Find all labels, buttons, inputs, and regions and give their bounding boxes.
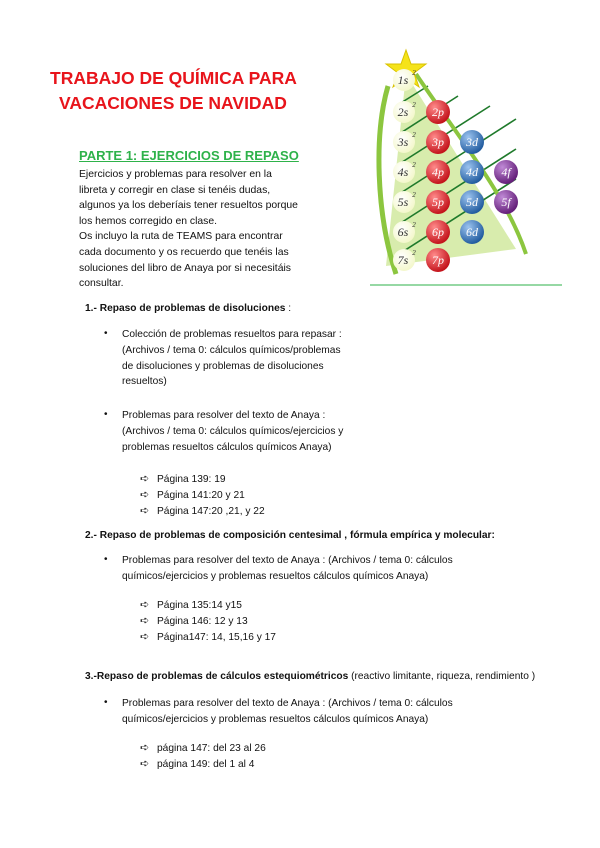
section-1-pages (140, 472, 265, 519)
orbital-4d (460, 160, 484, 184)
orbital-5p (426, 190, 450, 214)
orbital-7p (426, 248, 450, 272)
svg-text:5s: 5s (397, 195, 409, 209)
svg-text:2s: 2s (397, 105, 409, 119)
orbital-6p (426, 220, 450, 244)
svg-text:2: 2 (412, 249, 416, 257)
orbital-6d (460, 220, 484, 244)
bullet-icon: • (104, 697, 108, 708)
arrow-icon: ➪ (140, 630, 150, 643)
orbital-4f (494, 160, 518, 184)
page-ref-item: ➪ Página 141:20 y 21 (140, 488, 265, 504)
page-ref-item: ➪ Página 139: 19 (140, 472, 265, 488)
orbital-3d (460, 130, 484, 154)
svg-text:3s: 3s (397, 135, 409, 149)
bullet-icon: • (104, 409, 108, 420)
page-ref-item: ➪ página 149: del 1 al 4 (140, 757, 266, 773)
bullet-3-1: Problemas para resolver del texto de Anaya : (Archivos / tema 0: cálculos químicos/ejercicios y problemas resueltos cálculos químicos Anaya) (122, 698, 453, 725)
page-ref-item: ➪ Página147: 14, 15,16 y 17 (140, 630, 276, 646)
page-ref-item: ➪ Página 135:14 y15 (140, 598, 276, 614)
orbital-5f (494, 190, 518, 214)
bullet-icon: • (104, 328, 108, 339)
section-1-heading: 1.- Repaso de problemas de disoluciones : (85, 303, 292, 314)
bullet-1-2: Problemas para resolver del texto de Anaya : (Archivos / tema 0: cálculos químicos/ejercicios y problemas resueltos cálculos químicos Anaya) (122, 410, 344, 453)
svg-text:7p: 7p (432, 253, 444, 267)
arrow-icon: ➪ (140, 757, 150, 770)
svg-text:2: 2 (412, 161, 416, 169)
svg-text:3p: 3p (432, 135, 444, 149)
intro-line: cada documento y os recuerdo que tenéis las (79, 246, 289, 258)
svg-text:5f: 5f (501, 195, 511, 209)
svg-text:2p: 2p (432, 105, 444, 119)
svg-text:2: 2 (412, 101, 416, 109)
section-2-pages (140, 598, 276, 645)
svg-text:5p: 5p (432, 195, 444, 209)
arrow-icon: ➪ (140, 473, 150, 485)
orbital-2p (426, 100, 450, 124)
page-ref-item: ➪ Página 147:20 ,21, y 22 (140, 504, 265, 520)
page-ref-item: ➪ página 147: del 23 al 26 (140, 741, 266, 757)
svg-text:5d: 5d (466, 195, 478, 209)
intro-line: Os incluyo la ruta de TEAMS para encontrar (79, 231, 283, 243)
intro-line: libreta y corregir en clase si tenéis dudas, (79, 184, 271, 196)
orbital-3p (426, 130, 450, 154)
svg-text:2: 2 (412, 69, 416, 77)
intro-paragraph (79, 167, 337, 292)
bullet-icon: • (104, 554, 108, 565)
svg-text:6d: 6d (466, 225, 478, 239)
page-ref-item: ➪ Página 146: 12 y 13 (140, 614, 276, 630)
intro-line: los hemos corregido en clase. (79, 215, 218, 227)
title-line-1: TRABAJO DE QUÍMICA PARA (50, 68, 297, 88)
document-title (50, 66, 297, 116)
svg-text:6s: 6s (397, 225, 409, 239)
orbital-7s (393, 249, 416, 271)
svg-text:3d: 3d (466, 135, 478, 149)
svg-text:2: 2 (412, 221, 416, 229)
bullet-2-1: Problemas para resolver del texto de Anaya : (Archivos / tema 0: cálculos químicos/ejercicios y problemas resueltos cálculos químicos Anaya) (122, 555, 453, 582)
orbital-4p (426, 160, 450, 184)
svg-text:4d: 4d (466, 165, 478, 179)
svg-text:2: 2 (412, 131, 416, 139)
arrow-icon: ➪ (140, 742, 150, 754)
svg-text:4s: 4s (397, 165, 409, 179)
arrow-icon: ➪ (140, 504, 150, 517)
arrow-icon: ➪ (140, 614, 150, 627)
orbital-5d (460, 190, 484, 214)
title-line-2: VACACIONES DE NAVIDAD (59, 93, 287, 113)
intro-line: algunos ya los deberíais tener resueltos porque (79, 200, 298, 212)
svg-text:4f: 4f (501, 165, 511, 179)
arrow-icon: ➪ (140, 599, 150, 611)
section-2-heading: 2.- Repaso de problemas de composición centesimal , fórmula empírica y molecular: (85, 530, 495, 541)
arrow-icon: ➪ (140, 488, 150, 501)
intro-line: soluciones del libro de Anaya por si necesitáis (79, 262, 291, 274)
intro-line: Ejercicios y problemas para resolver en la (79, 169, 272, 180)
svg-text:6p: 6p (432, 225, 444, 239)
orbital-tree-illustration (366, 44, 564, 288)
intro-line: consultar. (79, 278, 124, 290)
svg-text:2: 2 (412, 191, 416, 199)
svg-text:7s: 7s (397, 253, 409, 267)
svg-text:4p: 4p (432, 165, 444, 179)
section-3-heading: 3.-Repaso de problemas de cálculos estequiométricos (reactivo limitante, riqueza, rendimiento ) (85, 671, 536, 682)
bullet-1-1: Colección de problemas resueltos para repasar : (Archivos / tema 0: cálculos químicos/problemas de disoluciones y problemas de disoluciones resueltos) (122, 329, 342, 388)
svg-text:1s: 1s (397, 73, 409, 87)
section-3-pages (140, 741, 266, 773)
part1-heading: PARTE 1: EJERCICIOS DE REPASO (79, 148, 299, 163)
